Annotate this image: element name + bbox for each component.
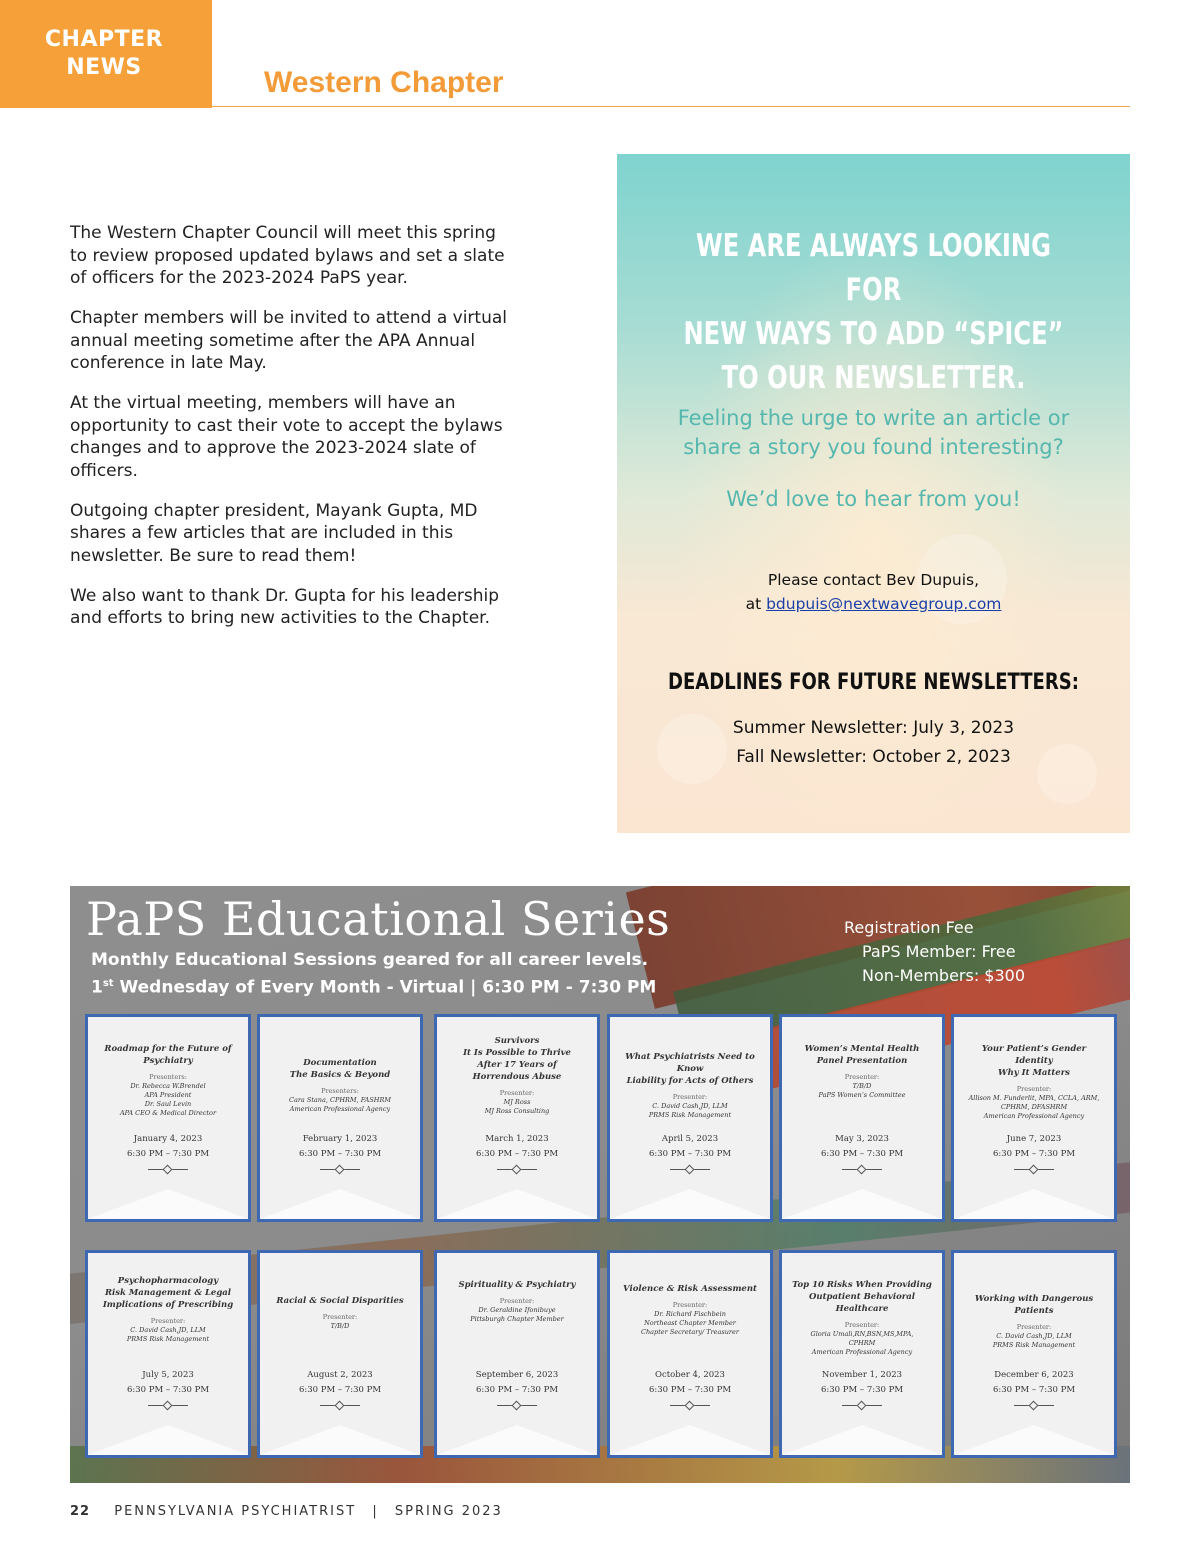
session-time: 6:30 PM – 7:30 PM <box>648 1149 732 1159</box>
banner-notch <box>782 1189 942 1219</box>
session-card <box>257 1250 423 1458</box>
ornament-divider <box>670 1405 710 1406</box>
paragraph: We also want to thank Dr. Gupta for his leadership and efforts to bring new activities to the Chapter. <box>70 585 500 628</box>
presenters-names: C. David Cash,JD, LLM PRMS Risk Management <box>648 1102 732 1119</box>
promo-invite: We’d love to hear from you! <box>726 487 1021 511</box>
session-time: 6:30 PM – 7:30 PM <box>820 1149 904 1159</box>
presenters-names: Dr. Geraldine Ifonibuye Pittsburgh Chapter Member <box>470 1306 564 1323</box>
subtitle-line: Monthly Educational Sessions geared for all career levels. <box>91 950 649 970</box>
presenters-label: Presenter: <box>1016 1085 1052 1093</box>
presenters-label: Presenters: <box>321 1087 359 1095</box>
session-time: 6:30 PM – 7:30 PM <box>298 1385 382 1395</box>
session-datetime <box>437 1132 597 1162</box>
presenters-names: MJ Ross MJ Ross Consulting <box>484 1098 550 1115</box>
issue-name: SPRING 2023 <box>394 1504 503 1519</box>
presenters-label: Presenter: <box>499 1089 535 1097</box>
paragraph: Chapter members will be invited to attend a virtual annual meeting sometime after the APA Annual conference in late May. <box>70 308 508 373</box>
session-title: Women’s Mental Health Panel Presentation <box>804 1044 920 1066</box>
presenters-names: T/B/D PaPS Women’s Committee <box>818 1082 906 1099</box>
session-time: 6:30 PM – 7:30 PM <box>475 1385 559 1395</box>
article-body <box>70 222 510 647</box>
ornament-divider <box>842 1169 882 1170</box>
subtitle-line <box>91 972 656 1000</box>
session-datetime <box>260 1132 420 1162</box>
session-title: Psychopharmacology Risk Management & Legal Implications of Prescribing <box>102 1276 234 1310</box>
headline-line: NEW WAYS TO ADD “SPICE” <box>683 316 1064 352</box>
ornament-divider <box>1014 1169 1054 1170</box>
chapter-news-tab <box>0 0 212 108</box>
educational-series-banner <box>70 886 1130 1483</box>
paragraph: At the virtual meeting, members will have an opportunity to cast their vote to accept the bylaws changes and to approve the 2023-2024 slate of officers. <box>70 393 503 481</box>
banner-notch <box>437 1425 597 1455</box>
ornament-divider <box>670 1169 710 1170</box>
ornament-divider <box>1014 1405 1054 1406</box>
session-card <box>607 1014 773 1222</box>
series-title: PaPS Educational Series <box>86 892 671 946</box>
fee-member: PaPS Member: Free <box>862 942 1016 961</box>
footer-separator: | <box>372 1504 379 1519</box>
session-time: 6:30 PM – 7:30 PM <box>126 1385 210 1395</box>
title-divider <box>212 106 1130 107</box>
question-line: Feeling the urge to write an article or <box>677 406 1070 430</box>
presenters-names: C. David Cash,JD, LLM PRMS Risk Management <box>992 1332 1076 1349</box>
headline-line: TO OUR NEWSLETTER. <box>721 360 1026 396</box>
banner-notch <box>610 1189 770 1219</box>
session-card <box>257 1014 423 1222</box>
banner-notch <box>954 1425 1114 1455</box>
session-time: 6:30 PM – 7:30 PM <box>820 1385 904 1395</box>
presenters-names: C. David Cash,JD, LLM PRMS Risk Management <box>126 1326 210 1343</box>
session-card <box>85 1014 251 1222</box>
session-title: What Psychiatrists Need to Know Liability for Acts of Others <box>625 1052 755 1086</box>
session-time: 6:30 PM – 7:30 PM <box>992 1385 1076 1395</box>
session-datetime <box>782 1368 942 1398</box>
ornament-divider <box>320 1405 360 1406</box>
session-time: 6:30 PM – 7:30 PM <box>648 1385 732 1395</box>
presenters-label: Presenter: <box>1016 1323 1052 1331</box>
series-subtitle <box>91 948 656 1000</box>
session-title: Your Patient’s Gender Identity Why It Matters <box>981 1044 1087 1078</box>
presenters-names: Allison M. Funderlit, MPA, CCLA, ARM, CPHRM, DFASHRM American Professional Agency <box>968 1094 1100 1120</box>
session-datetime <box>260 1368 420 1398</box>
session-title: Working with Dangerous Patients <box>974 1294 1094 1316</box>
session-card <box>779 1250 945 1458</box>
banner-notch <box>260 1425 420 1455</box>
contact-email-line <box>617 592 1130 616</box>
banner-notch <box>260 1189 420 1219</box>
session-title: Racial & Social Disparities <box>276 1296 404 1306</box>
session-datetime <box>954 1132 1114 1162</box>
session-datetime <box>437 1368 597 1398</box>
session-title: Spirituality & Psychiatry <box>458 1280 576 1290</box>
ornament-divider <box>148 1169 188 1170</box>
fee-title: Registration Fee <box>844 918 974 937</box>
paragraph: The Western Chapter Council will meet this spring to review proposed updated bylaws and set a slate of officers for the 2023-2024 PaPS year. <box>70 223 505 288</box>
session-title: Roadmap for the Future of Psychiatry <box>104 1044 232 1066</box>
presenters-label: Presenters: <box>149 1073 187 1081</box>
promo-headline <box>673 224 1073 400</box>
session-title: Survivors It Is Possible to Thrive After 17 Years of Horrendous Abuse <box>463 1036 571 1082</box>
contact-line: Please contact Bev Dupuis, <box>767 571 980 589</box>
session-date: January 4, 2023 <box>133 1134 203 1144</box>
paragraph: Outgoing chapter president, Mayank Gupta, MD shares a few articles that are included in this newsletter. Be sure to read them! <box>70 500 478 566</box>
page-footer <box>70 1504 503 1519</box>
session-datetime <box>88 1132 248 1162</box>
session-date: February 1, 2023 <box>302 1134 378 1144</box>
session-card <box>779 1014 945 1222</box>
ordinal-number: 1 <box>91 977 103 998</box>
session-datetime <box>782 1132 942 1162</box>
presenters-names: Dr. Richard Fischbein Northeast Chapter Member Chapter Secretary/ Treasurer <box>641 1310 739 1336</box>
session-date: September 6, 2023 <box>475 1370 559 1380</box>
session-title: Top 10 Risks When Providing Outpatient Behavioral Healthcare <box>792 1280 932 1314</box>
contact-at: at <box>745 595 762 613</box>
registration-fee <box>844 916 1025 988</box>
session-title: Violence & Risk Assessment <box>623 1284 757 1294</box>
presenters-names: Dr. Rebecca W.Brendel APA President Dr. Saul Levin APA CEO & Medical Director <box>119 1082 217 1117</box>
session-date: May 3, 2023 <box>835 1134 889 1144</box>
promo-question <box>617 404 1130 462</box>
headline-line: WE ARE ALWAYS LOOKING FOR <box>696 228 1051 308</box>
deadlines-list <box>617 714 1130 772</box>
ornament-divider <box>497 1169 537 1170</box>
session-datetime <box>88 1368 248 1398</box>
question-line: share a story you found interesting? <box>683 435 1064 459</box>
session-card <box>434 1014 600 1222</box>
publication-name: PENNSYLVANIA PSYCHIATRIST <box>114 1504 357 1519</box>
session-card <box>607 1250 773 1458</box>
fall-deadline: Fall Newsletter: October 2, 2023 <box>736 747 1011 767</box>
ordinal-suffix: st <box>102 978 114 989</box>
session-card <box>85 1250 251 1458</box>
presenters-label: Presenter: <box>844 1073 880 1081</box>
session-datetime <box>954 1368 1114 1398</box>
session-date: October 4, 2023 <box>655 1370 725 1380</box>
ornament-divider <box>842 1405 882 1406</box>
session-date: July 5, 2023 <box>142 1370 194 1380</box>
ornament-divider <box>497 1405 537 1406</box>
banner-notch <box>437 1189 597 1219</box>
presenters-label: Presenter: <box>322 1313 358 1321</box>
session-time: 6:30 PM – 7:30 PM <box>992 1149 1076 1159</box>
session-time: 6:30 PM – 7:30 PM <box>298 1149 382 1159</box>
presenters-label: Presenter: <box>672 1093 708 1101</box>
page-title: Western Chapter <box>264 66 504 99</box>
banner-notch <box>88 1425 248 1455</box>
session-card <box>951 1250 1117 1458</box>
session-date: November 1, 2023 <box>821 1370 903 1380</box>
tab-line-1: CHAPTER <box>44 27 164 52</box>
presenters-names: T/B/D <box>330 1322 350 1330</box>
deadlines-heading: DEADLINES FOR FUTURE NEWSLETTERS: <box>668 670 1079 695</box>
fee-nonmember: Non-Members: $300 <box>862 966 1026 985</box>
session-date: August 2, 2023 <box>307 1370 373 1380</box>
session-date: June 7, 2023 <box>1006 1134 1062 1144</box>
session-date: March 1, 2023 <box>485 1134 549 1144</box>
promo-contact <box>617 568 1130 616</box>
session-datetime <box>610 1368 770 1398</box>
banner-notch <box>954 1189 1114 1219</box>
banner-notch <box>610 1425 770 1455</box>
session-date: December 6, 2023 <box>994 1370 1074 1380</box>
banner-notch <box>88 1189 248 1219</box>
newsletter-promo-box <box>617 154 1130 833</box>
summer-deadline: Summer Newsletter: July 3, 2023 <box>732 718 1015 738</box>
presenters-names: Gloria Umali,RN,BSN,MS,MPA, CPHRM American Professional Agency <box>810 1330 914 1356</box>
presenters-label: Presenter: <box>499 1297 535 1305</box>
session-time: 6:30 PM – 7:30 PM <box>126 1149 210 1159</box>
presenters-label: Presenter: <box>844 1321 880 1329</box>
presenters-names: Cara Stana, CPHRM, FASHRM American Professional Agency <box>288 1096 392 1113</box>
session-card <box>951 1014 1117 1222</box>
session-title: Documentation The Basics & Beyond <box>289 1058 391 1080</box>
ornament-divider <box>148 1405 188 1406</box>
session-datetime <box>610 1132 770 1162</box>
banner-notch <box>782 1425 942 1455</box>
session-card <box>434 1250 600 1458</box>
ornament-divider <box>320 1169 360 1170</box>
session-time: 6:30 PM – 7:30 PM <box>475 1149 559 1159</box>
session-date: April 5, 2023 <box>661 1134 719 1144</box>
page-number: 22 <box>70 1504 91 1519</box>
schedule-text: Wednesday of Every Month - Virtual | 6:30 PM - 7:30 PM <box>113 977 657 998</box>
tab-line-2: NEWS <box>66 55 142 80</box>
presenters-label: Presenter: <box>672 1301 708 1309</box>
email-link[interactable]: bdupuis@nextwavegroup.com <box>766 595 1002 613</box>
presenters-label: Presenter: <box>150 1317 186 1325</box>
